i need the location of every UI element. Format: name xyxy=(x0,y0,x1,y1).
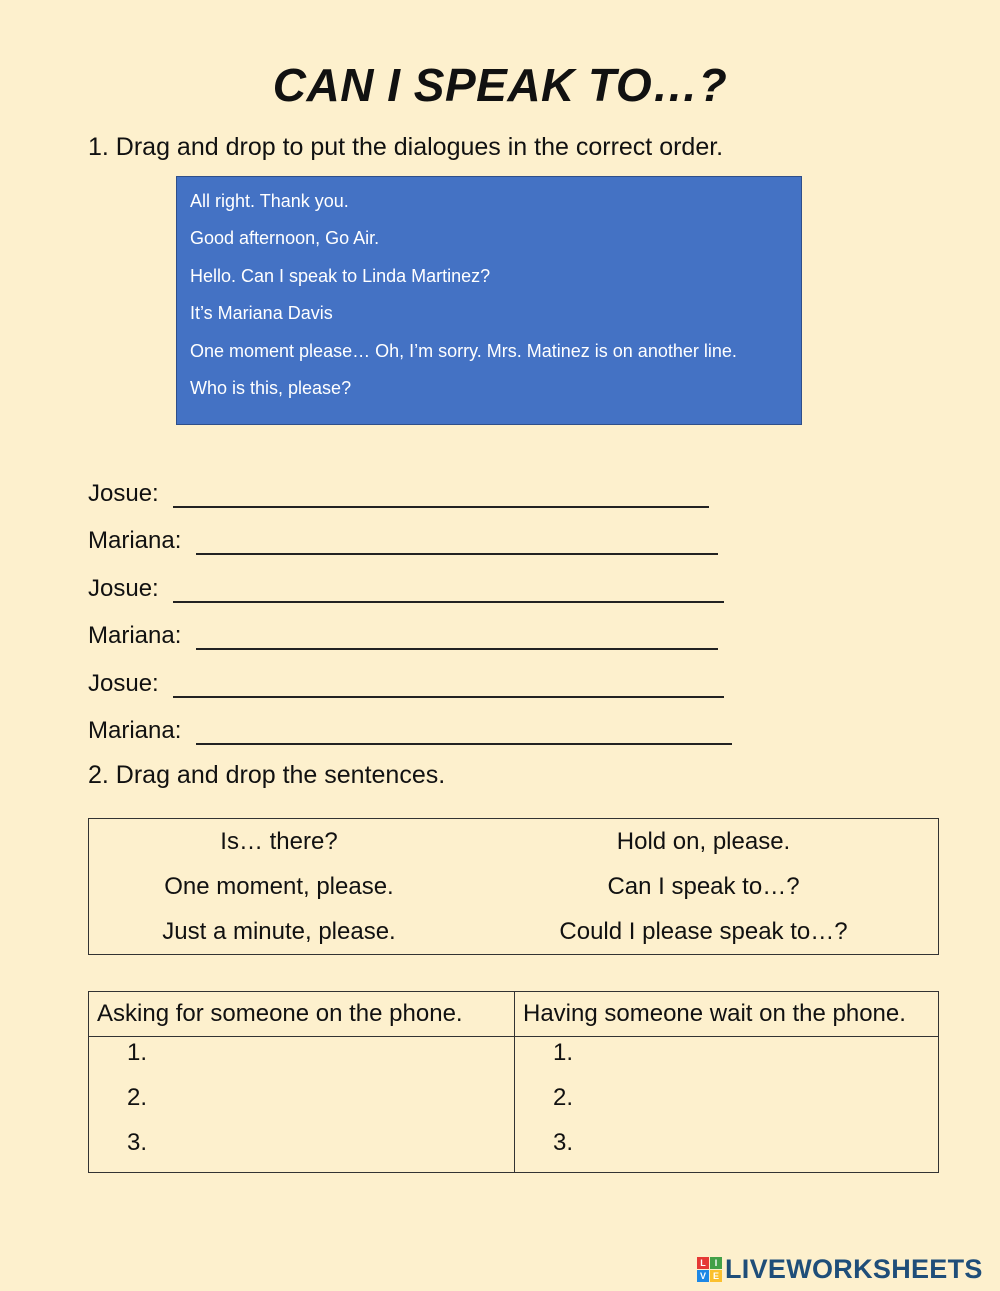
draggable-sentence[interactable]: One moment please… Oh, I’m sorry. Mrs. Matinez is on another line. xyxy=(190,340,737,361)
dialogue-line xyxy=(88,474,709,508)
speaker-label: Josue: xyxy=(88,575,166,602)
logo-mark-icon xyxy=(697,1257,722,1282)
category-drop-zone[interactable] xyxy=(89,1037,515,1173)
category-header: Having someone wait on the phone. xyxy=(515,992,939,1037)
speaker-label: Mariana: xyxy=(88,717,189,744)
category-table xyxy=(88,991,939,1173)
draggable-sentence[interactable]: One moment, please. xyxy=(164,872,394,900)
draggable-sentence[interactable]: Could I please speak to…? xyxy=(559,917,848,945)
speaker-label: Mariana: xyxy=(88,527,189,554)
draggable-sentence[interactable]: Can I speak to…? xyxy=(607,872,800,900)
exercise1-instruction: 1. Drag and drop to put the dialogues in the correct order. xyxy=(88,133,724,161)
drop-target-blank[interactable] xyxy=(173,480,709,508)
dialogue-line xyxy=(88,616,718,650)
category-header: Asking for someone on the phone. xyxy=(89,992,515,1037)
slot-number: 3. xyxy=(553,1129,574,1156)
draggable-sentence[interactable]: Good afternoon, Go Air. xyxy=(190,228,380,249)
exercise2-instruction: 2. Drag and drop the sentences. xyxy=(88,761,446,789)
logo-letter: V xyxy=(697,1270,709,1282)
slot-number: 1. xyxy=(553,1039,574,1066)
dialogue-bank xyxy=(176,176,802,425)
speaker-label: Mariana: xyxy=(88,622,189,649)
dialogue-line xyxy=(88,711,732,745)
draggable-sentence[interactable]: Hello. Can I speak to Linda Martinez? xyxy=(190,265,491,286)
drop-target-blank[interactable] xyxy=(196,717,732,745)
slot-number: 2. xyxy=(127,1084,148,1111)
logo-letter: E xyxy=(710,1270,722,1282)
dialogue-line xyxy=(88,664,724,698)
slot-number: 1. xyxy=(127,1039,148,1066)
dialogue-line xyxy=(88,569,724,603)
draggable-sentence[interactable]: Who is this, please? xyxy=(190,377,352,398)
draggable-sentence[interactable]: It’s Mariana Davis xyxy=(190,303,333,324)
page-title: CAN I SPEAK TO…? xyxy=(272,59,728,111)
draggable-sentence[interactable]: Hold on, please. xyxy=(616,827,791,855)
category-drop-zone[interactable] xyxy=(515,1037,939,1173)
draggable-sentence[interactable]: Just a minute, please. xyxy=(162,917,396,945)
speaker-label: Josue: xyxy=(88,480,166,507)
logo-letter: L xyxy=(697,1257,709,1269)
drop-target-blank[interactable] xyxy=(173,670,724,698)
liveworksheets-logo xyxy=(697,1254,983,1285)
draggable-sentence[interactable]: Is… there? xyxy=(220,827,338,855)
slot-number: 2. xyxy=(553,1084,574,1111)
dialogue-line xyxy=(88,521,718,555)
drop-target-blank[interactable] xyxy=(196,622,718,650)
draggable-sentence[interactable]: All right. Thank you. xyxy=(190,191,349,211)
drop-target-blank[interactable] xyxy=(173,575,724,603)
speaker-label: Josue: xyxy=(88,670,166,697)
drop-target-blank[interactable] xyxy=(196,527,718,555)
logo-letter: I xyxy=(710,1257,722,1269)
logo-text: LIVEWORKSHEETS xyxy=(725,1254,983,1284)
sentence-bank xyxy=(88,818,939,955)
slot-number: 3. xyxy=(127,1129,148,1156)
